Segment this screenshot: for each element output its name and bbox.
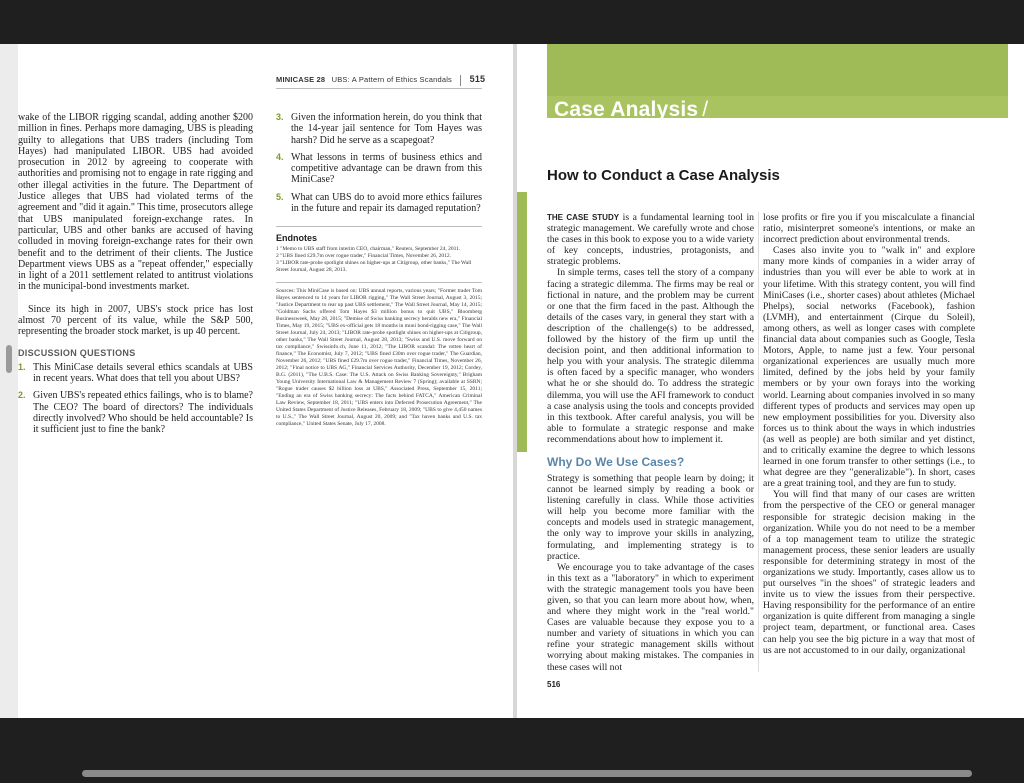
horizontal-scrollbar[interactable] [82, 770, 972, 777]
viewer-left-gutter [0, 44, 18, 718]
running-head-title: UBS: A Pattern of Ethics Scandals [331, 75, 453, 84]
paragraph-strategy: Strategy is something that people learn by doing; it cannot be learned simply by reading a book or listening carefully in class. While those activities will help you become more familiar with the concepts and models used in strategic management, the only way to improve your skills in analyzing, formulating, and implementing strategy is to practice. [547, 472, 754, 562]
running-head [276, 74, 485, 86]
banner-slash-glyph: / [702, 98, 709, 121]
endnote-1: 1 "Memo to UBS staff from interim CEO, chairman," Reuters, September 24, 2011. [276, 246, 461, 253]
question-text: Given UBS's repeated ethics failings, who is to blame? The CEO? The board of directors? The individuals directly involved? Who should be held accountable? Is it sufficient just to fine the bank? [33, 390, 253, 436]
question-text: What lessons in terms of business ethics and competitive advantage can be drawn from this MiniCase? [291, 151, 482, 186]
page-number-515: 515 [469, 74, 486, 84]
paragraph-libor: wake of the LIBOR rigging scandal, adding another $200 million in fines. Perhaps more damaging, UBS is pleading guilty to allegations that UBS traders (including Tom Hayes) had manipulated LIBOR. UBS had avoided prosecution in 2012 by agreeing to cooperate with authorities and promising not to engage in rate rigging and other illegal activities in the future. The Department of Justice alleges that UBS had violated terms of the agreement and "did it again." This time, prosecutors allege that UBS manipulated foreign-exchange rates. In particular, UBS and other banks are accused of having colluded in moving foreign-exchange rates for their own benefit and to the detriment of their clients. The Justice Department views UBS as a "repeat offender," especially in light of a 2011 settlement related to antitrust violations in the municipal-bond investments market. [18, 112, 253, 293]
header-rule [276, 88, 482, 89]
sources-note: Sources: This MiniCase is based on: UBS annual reports, various years; "Former trader Tom Hayes sentenced to 14 years for LIBOR rigging," The Wall Street Journal, August 3, 2015; "Justice Department to rear up past UBS settlement," The Wall Street Journal, May 14, 2015; "Goldman Sachs offered Tom Hayes $3 million bonus to quit UBS," Bloomberg Businessweek, May 28, 2015; "Demise of Swiss banking secrecy heralds new era," Financial Times, May 19, 2015; "UBS ex-official gets 18 months in muni bond-rigging case," The Wall Street Journal, July 24, 2013; "LIBOR rate-probe spotlight shines on higher-ups at Citigroup, other banks," The Wall Street Journal, August 28, 2013; "Swiss and U.S. move forward on tax compliance," Swissinfo.ch, June 11, 2012; "The LIBOR scandal: The rotten heart of finance," The Economist, July 7, 2012; "UBS fined £30m over rogue trader," The Guardian, November 26, 2012; "UBS fined £29.7m over rogue trader," Financial Times, November 26, 2012; "Final notice to UBS AG," Financial Services Authority, December 19, 2012; Cordey, B.G. (2011), "The U.B.S. Case: The U.S. Attack on Swiss Banking Sovereignty," Brigham Young University International Law & Management Review 7 (Spring); available at SSRN; "Rogue trader causes $2 billion loss at UBS," Associated Press, September 15, 2011; "Ending an era of Swiss banking secrecy: The facts behind FATCA," American Criminal Law Review, September 18, 2011; "UBS enters into Deferred Prosecution Agreement," The United States Department of Justice Releases, February 18, 2009; "UBS to give 4,450 names to U.S.," The Wall Street Journal, August 20, 2009; and "Tax haven banks and U.S. tax compliance," United States Senate, July 17, 2008. [276, 282, 482, 428]
endnotes-heading: Endnotes [276, 226, 482, 243]
right-column-2 [763, 212, 975, 656]
right-column-1 [547, 212, 754, 673]
why-cases-heading: Why Do We Use Cases? [547, 454, 685, 469]
left-column-1 [18, 112, 253, 441]
page-number-516: 516 [547, 680, 561, 689]
viewer-top-bar [0, 0, 1024, 44]
left-page [18, 44, 513, 718]
question-item [18, 362, 253, 385]
case-analysis-title [554, 98, 708, 122]
question-text: Given the information herein, do you think that the 14-year jail sentence for Tom Hayes was harsh? Did he serve as a scapegoat? [291, 112, 482, 146]
question-number: 4. [276, 151, 284, 162]
endnote-2: 2 "UBS fined £29.7m over rogue trader," Financial Times, November 26, 2012. [276, 253, 452, 260]
question-item [276, 112, 482, 146]
paragraph-simple-terms: In simple terms, cases tell the story of a company facing a strategic dilemma. The firms may be real or fictional in nature, and the problem may be current or one that the firm faced in the past. Although the details of the cases vary, in general they start with a description of the challenge(s) to be addressed, followed by the history of the firm up until the decision point, and then additional information to help you with your analysis. The strategic dilemma is often faced by a specific manager, who wonders what he or she should do. To address the strategic dilemma, you will use the AFI framework to conduct a case analysis using the tools and concepts provided in this textbook. After careful analysis, you will be able to formulate a strategic response and make recommendations about how to implement it. [547, 267, 754, 445]
column-divider [758, 212, 759, 672]
left-column-2 [276, 112, 482, 428]
question-number: 2. [18, 390, 26, 401]
right-page [517, 44, 1024, 718]
running-head-divider [460, 75, 461, 86]
discussion-questions-heading: DISCUSSION QUESTIONS [18, 347, 136, 358]
question-item [18, 390, 253, 435]
paragraph-stock-price: Since its high in 2007, UBS's stock price has lost almost 70 percent of its value, while the S&P 500, representing the broader stock market, is up 40 percent. [18, 303, 253, 338]
question-item [276, 192, 482, 215]
intro-paragraph [547, 212, 754, 267]
minicase-label: MINICASE 28 [276, 75, 326, 84]
section-title: How to Conduct a Case Analysis [547, 167, 780, 184]
question-number: 3. [276, 112, 284, 122]
question-text: What can UBS do to avoid more ethics failures in the future and repair its damaged reputation? [291, 191, 482, 215]
lead-in: THE CASE STUDY [547, 213, 620, 222]
paragraph-laboratory: We encourage you to take advantage of the cases in this text as a "laboratory" in which to experiment with the strategic management tools you have been given, so that you can learn more about how, when, and where they might work in the "real world." Cases are valuable because they expose you to a number and variety of situations in which you can refine your strategic management skills without worrying about making mistakes. The companies in these cases will not [547, 561, 754, 673]
questions-list-2 [276, 112, 482, 214]
paragraph-walk-in: Cases also invite you to "walk in" and explore many more kinds of companies in a wider array of industries than you will ever be able to work at in your lifetime. With this strategy content, you will find MiniCases (i.e., shorter cases) about athletes (Michael Phelps), social networks (Facebook), fashion (LVMH), and entertainment (Cirque du Soleil), among others, as well as longer cases with complete financial data about companies such as Google, Tesla Motors, Apple, to name just a few. Your personal organizational experiences are usually much more limited, defined by the jobs held by your family members or by your own forays into the working world. Learning about companies involved in so many different types of products and services may open up new employment possibilities for you. Diversity also forces us to think about the ways in which industries (as well as people) are both similar and yet distinct, and to critically examine the degree to which lessons learned in one forum transfer to other settings (i.e., to what degree are they "generalizable"). In short, cases are a great training tool, and they are fun to study. [763, 245, 975, 490]
question-number: 5. [276, 191, 284, 202]
question-number: 1. [18, 361, 26, 372]
question-item [276, 152, 482, 186]
banner-text: Case Analysis [554, 98, 699, 121]
green-side-tab [517, 192, 527, 452]
question-text: This MiniCase details several ethics scandals at UBS in recent years. What does that tell you about UBS? [33, 361, 253, 384]
paragraph-lose-profits: lose profits or fire you if you miscalculate a financial ratio, misinterpret someone's intentions, or make an incorrect prediction about environmental trends. [763, 212, 975, 246]
paragraph-perspective: You will find that many of our cases are written from the perspective of the CEO or general manager responsible for strategic decision making in the organization. While you do not need to be a member of a top management team to utilize the strategic management process, these senior leaders are usually responsible for determining strategy in most of the organizations we study. Importantly, cases allow us to put ourselves "in the shoes" of strategic leaders and invite us to view the issues from their perspective. Having responsibility for the performance of an entire organization is quite different from managing a single project team, department, or functional area. Cases can help you see the big picture in a way that most of us are not accustomed to in our daily, organizational [763, 489, 975, 656]
endnote-3: 3 "LIBOR rate-probe spotlight shines on higher-ups at Citigroup, other banks," The Wall Street Journal, August 28, 2013. [276, 260, 472, 274]
questions-list-1 [18, 362, 253, 436]
vertical-scroll-handle[interactable] [6, 345, 12, 373]
intro-text: is a fundamental learning tool in strategic management. We carefully wrote and chose the cases in this book to expose you to a wide variety of key concepts, industries, protagonists, and strategic problems. [547, 212, 755, 268]
